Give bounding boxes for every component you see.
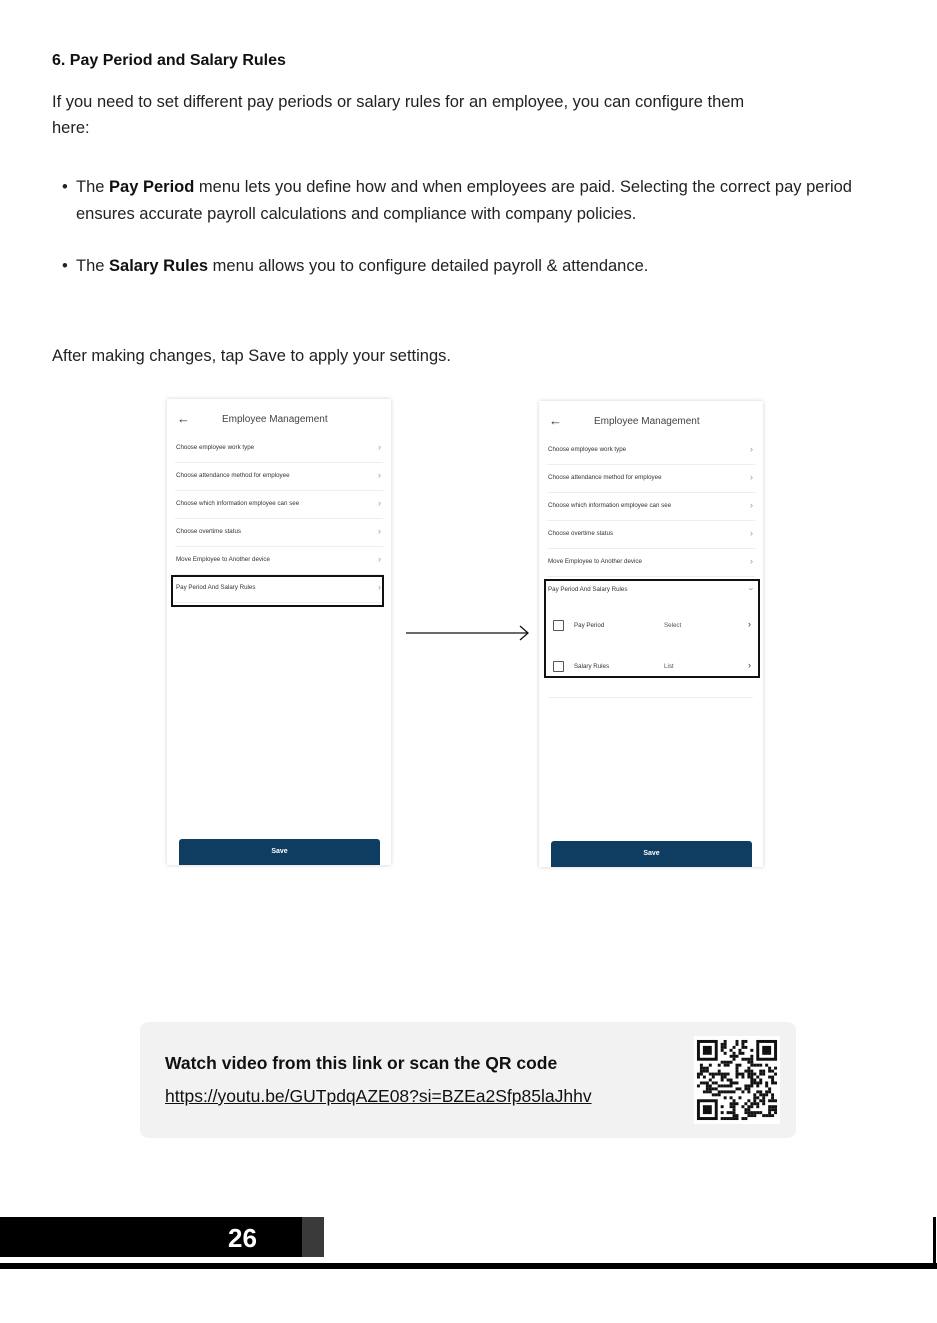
divider: [548, 697, 753, 698]
menu-item-move-device[interactable]: Move Employee to Another device ›: [547, 549, 755, 577]
save-button[interactable]: Save: [179, 839, 380, 865]
chevron-right-icon: ›: [750, 528, 753, 538]
page-number: 26: [228, 1223, 257, 1253]
video-link[interactable]: https://youtu.be/GUTpdqAZE08?si=BZEa2Sfp85laJhhv: [165, 1086, 592, 1106]
qr-code[interactable]: [694, 1036, 780, 1124]
footer-edge: [933, 1217, 936, 1263]
sub-item-pay-period[interactable]: Pay Period Select ›: [548, 617, 753, 637]
chevron-down-icon: ›: [746, 587, 757, 591]
chevron-right-icon: ›: [378, 554, 381, 564]
bullet-keyword: Salary Rules: [109, 257, 209, 275]
bullet-keyword: Pay Period: [109, 178, 195, 196]
save-button[interactable]: Save: [551, 841, 752, 867]
highlight-box: [171, 575, 384, 607]
menu-item-work-type[interactable]: Choose employee work type ›: [175, 435, 383, 463]
menu-item-pay-salary[interactable]: Pay Period And Salary Rules ›: [175, 575, 383, 603]
footer-accent: [302, 1217, 324, 1257]
menu-item-visible-info[interactable]: Choose which information employee can see ›: [547, 493, 755, 521]
menu-item-pay-salary-expanded[interactable]: Pay Period And Salary Rules ›: [548, 586, 757, 593]
intro-text: If you need to set different pay periods or salary rules for an employee, you can configure them here:: [52, 93, 745, 137]
arrow-right-icon: [406, 623, 530, 643]
section-heading: 6. Pay Period and Salary Rules: [52, 52, 286, 69]
screen-title: Employee Management: [594, 416, 700, 427]
menu-item-overtime[interactable]: Choose overtime status ›: [547, 521, 755, 549]
bullet-pay-period: • The Pay Period menu lets you define how and when employees are paid. Selecting the correct pay period ensures accurate payroll calculations and compliance with company policies.: [62, 174, 872, 228]
chevron-right-icon: ›: [750, 444, 753, 454]
menu-item-visible-info[interactable]: Choose which information employee can see ›: [175, 491, 383, 519]
video-callout: [140, 1022, 796, 1138]
after-text: After making changes, tap Save to apply your settings.: [52, 347, 451, 365]
chevron-right-icon: ›: [378, 526, 381, 536]
chevron-right-icon: ›: [750, 472, 753, 482]
menu-item-attendance-method[interactable]: Choose attendance method for employee ›: [547, 465, 755, 493]
menu-item-overtime[interactable]: Choose overtime status ›: [175, 519, 383, 547]
chevron-right-icon: ›: [378, 470, 381, 480]
menu-item-work-type[interactable]: Choose employee work type ›: [547, 437, 755, 465]
chevron-right-icon: ›: [378, 582, 381, 592]
back-arrow-icon[interactable]: ←: [549, 413, 562, 428]
bullet-dot: •: [62, 257, 68, 275]
bullet-salary-rules: • The Salary Rules menu allows you to configure detailed payroll & attendance.: [62, 253, 872, 280]
menu-item-attendance-method[interactable]: Choose attendance method for employee ›: [175, 463, 383, 491]
phone-screenshot-before: [167, 399, 391, 865]
chevron-right-icon: ›: [748, 660, 751, 670]
sub-item-salary-rules[interactable]: Salary Rules List ›: [548, 658, 753, 678]
bullet-dot: •: [62, 178, 68, 196]
chevron-right-icon: ›: [378, 498, 381, 508]
chevron-right-icon: ›: [748, 619, 751, 629]
screen-title: Employee Management: [222, 414, 328, 425]
chevron-right-icon: ›: [750, 500, 753, 510]
chevron-right-icon: ›: [750, 556, 753, 566]
chevron-right-icon: ›: [378, 442, 381, 452]
highlight-box: [544, 579, 760, 678]
menu-item-move-device[interactable]: Move Employee to Another device ›: [175, 547, 383, 575]
video-title: Watch video from this link or scan the QR code: [165, 1053, 558, 1073]
back-arrow-icon[interactable]: ←: [177, 411, 190, 426]
footer-rule: [0, 1263, 937, 1269]
